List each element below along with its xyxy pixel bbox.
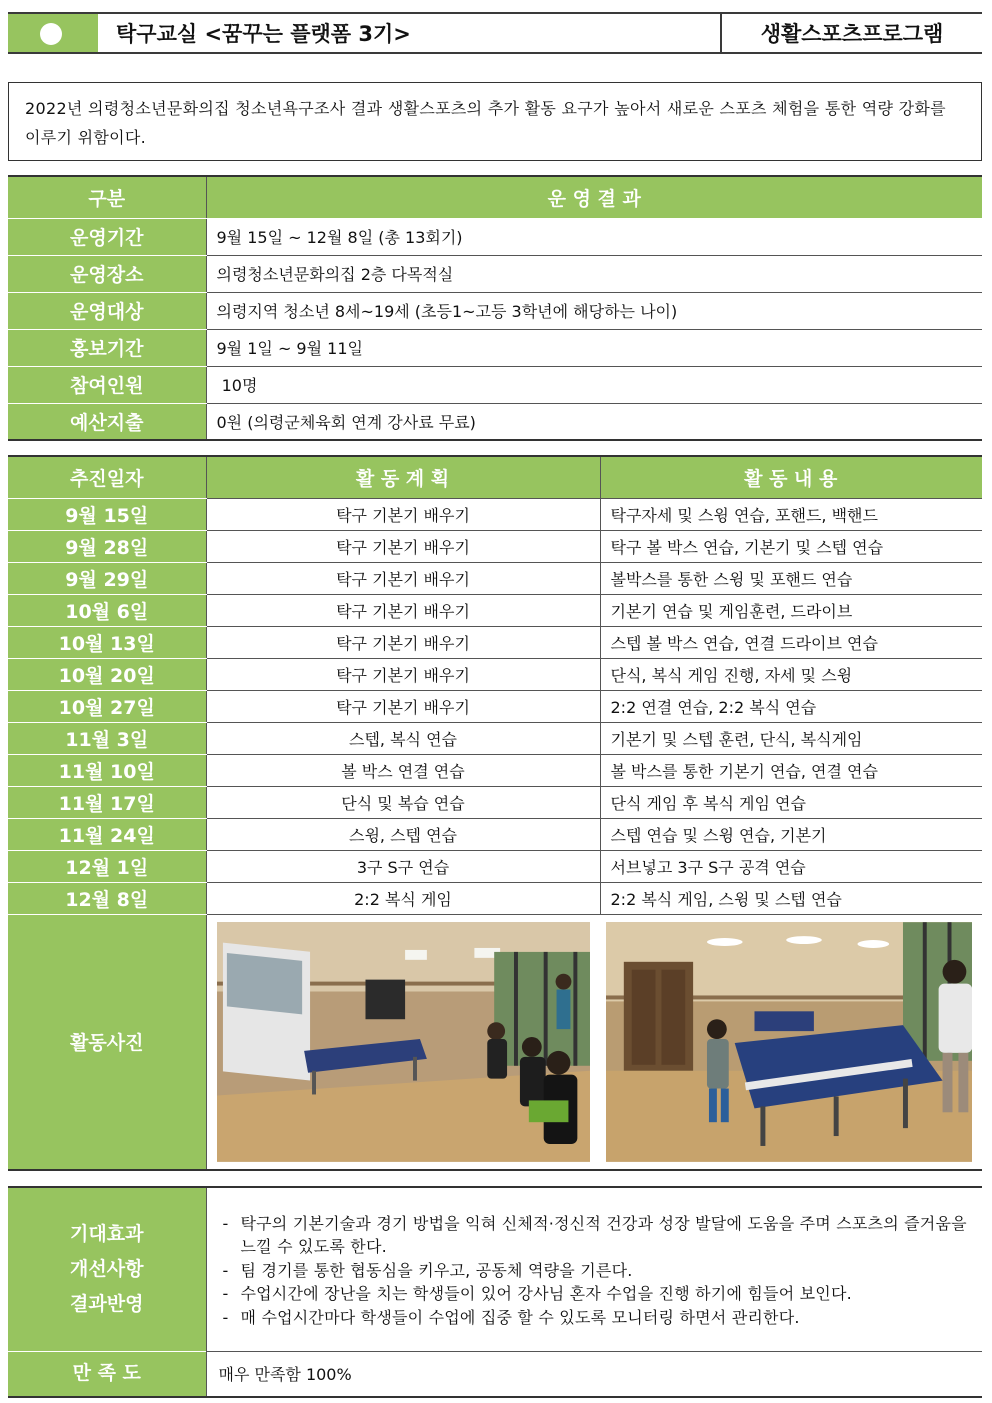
schedule-header-plan: 활 동 계 획 (206, 456, 600, 498)
program-category: 생활스포츠프로그램 (720, 14, 982, 52)
purpose-box: 2022년 의령청소년문화의집 청소년욕구조사 결과 생활스포츠의 추가 활동 요구가 높아서 새로운 스포츠 체험을 통한 역량 강화를 이루기 위함이다. (8, 82, 982, 161)
schedule-content: 스텝 연습 및 스윙 연습, 기본기 (600, 818, 982, 850)
list-item: - 매 수업시간마다 학생들이 수업에 집중 할 수 있도록 모니터링 하면서 관리한다. (219, 1306, 973, 1330)
schedule-date: 12월 1일 (8, 850, 206, 882)
schedule-row (8, 786, 982, 818)
schedule-header-date: 추진일자 (8, 456, 206, 498)
schedule-plan: 탁구 기본기 배우기 (206, 626, 600, 658)
overview-label: 홍보기간 (8, 329, 206, 366)
overview-label: 예산지출 (8, 403, 206, 440)
results-list (219, 1212, 973, 1330)
photo-label: 활동사진 (8, 914, 206, 1170)
list-item: - 팀 경기를 통한 협동심을 키우고, 공동체 역량을 기른다. (219, 1259, 973, 1283)
overview-row (8, 255, 982, 292)
schedule-content: 탁구 볼 박스 연습, 기본기 및 스텝 연습 (600, 530, 982, 562)
schedule-plan: 볼 박스 연결 연습 (206, 754, 600, 786)
overview-header-row (8, 176, 982, 218)
schedule-row (8, 850, 982, 882)
schedule-content: 탁구자세 및 스윙 연습, 포핸드, 백핸드 (600, 498, 982, 530)
schedule-content: 2:2 연결 연습, 2:2 복식 연습 (600, 690, 982, 722)
schedule-plan: 탁구 기본기 배우기 (206, 690, 600, 722)
schedule-row (8, 626, 982, 658)
overview-value: 10명 (206, 366, 982, 403)
results-list-cell (206, 1187, 982, 1351)
results-label-line: 개선사항 (70, 1257, 144, 1280)
schedule-row (8, 690, 982, 722)
schedule-date: 10월 27일 (8, 690, 206, 722)
photos-cell (206, 914, 982, 1170)
schedule-content: 볼 박스를 통한 기본기 연습, 연결 연습 (600, 754, 982, 786)
schedule-plan: 탁구 기본기 배우기 (206, 658, 600, 690)
schedule-date: 10월 20일 (8, 658, 206, 690)
schedule-content: 스텝 볼 박스 연습, 연결 드라이브 연습 (600, 626, 982, 658)
schedule-date: 11월 24일 (8, 818, 206, 850)
results-table (8, 1186, 982, 1398)
overview-row (8, 403, 982, 440)
overview-value: 9월 15일 ~ 12월 8일 (총 13회기) (206, 218, 982, 255)
results-label-line: 기대효과 (70, 1222, 144, 1245)
satisfaction-value: 매우 만족함 100% (218, 1365, 352, 1385)
schedule-content: 단식, 복식 게임 진행, 자세 및 스윙 (600, 658, 982, 690)
overview-label: 참여인원 (8, 366, 206, 403)
schedule-plan: 2:2 복식 게임 (206, 882, 600, 914)
schedule-header-content: 활 동 내 용 (600, 456, 982, 498)
schedule-row (8, 754, 982, 786)
schedule-content: 기본기 연습 및 게임훈련, 드라이브 (600, 594, 982, 626)
schedule-row (8, 594, 982, 626)
circle-icon (40, 23, 62, 45)
page-title: 탁구교실 <꿈꾸는 플랫폼 3기> (92, 14, 720, 52)
activity-photo-2 (606, 921, 972, 1163)
overview-header-label: 구분 (8, 176, 206, 218)
schedule-date: 11월 17일 (8, 786, 206, 818)
activity-photo-1 (217, 921, 590, 1163)
schedule-plan: 단식 및 복습 연습 (206, 786, 600, 818)
overview-label: 운영장소 (8, 255, 206, 292)
schedule-content: 단식 게임 후 복식 게임 연습 (600, 786, 982, 818)
schedule-plan: 탁구 기본기 배우기 (206, 530, 600, 562)
schedule-header-row (8, 456, 982, 498)
results-label (8, 1187, 206, 1351)
overview-label: 운영대상 (8, 292, 206, 329)
schedule-row (8, 882, 982, 914)
overview-row (8, 329, 982, 366)
overview-value: 9월 1일 ~ 9월 11일 (206, 329, 982, 366)
overview-row (8, 292, 982, 329)
schedule-row (8, 562, 982, 594)
schedule-content: 서브넣고 3구 S구 공격 연습 (600, 850, 982, 882)
overview-table (8, 175, 982, 441)
schedule-content: 기본기 및 스텝 훈련, 단식, 복식게임 (600, 722, 982, 754)
schedule-date: 9월 15일 (8, 498, 206, 530)
schedule-plan: 탁구 기본기 배우기 (206, 562, 600, 594)
title-marker (8, 14, 92, 52)
schedule-row (8, 530, 982, 562)
list-item: - 탁구의 기본기술과 경기 방법을 익혀 신체적·정신적 건강과 성장 발달에 도움을 주며 스포츠의 즐거움을 느낄 수 있도록 한다. (219, 1212, 973, 1259)
schedule-row (8, 818, 982, 850)
results-label-line: 결과반영 (70, 1292, 144, 1315)
schedule-row (8, 658, 982, 690)
results-row (8, 1187, 982, 1351)
schedule-content: 2:2 복식 게임, 스윙 및 스텝 연습 (600, 882, 982, 914)
schedule-date: 11월 10일 (8, 754, 206, 786)
schedule-table (8, 455, 982, 1171)
overview-value: 의령지역 청소년 8세~19세 (초등1~고등 3학년에 해당하는 나이) (206, 292, 982, 329)
list-item: - 수업시간에 장난을 치는 학생들이 있어 강사님 혼자 수업을 진행 하기에 힘들어 보인다. (219, 1282, 973, 1306)
schedule-row (8, 498, 982, 530)
schedule-plan: 스텝, 복식 연습 (206, 722, 600, 754)
schedule-date: 12월 8일 (8, 882, 206, 914)
schedule-plan: 탁구 기본기 배우기 (206, 498, 600, 530)
satisfaction-label: 만 족 도 (8, 1351, 206, 1397)
schedule-plan: 스윙, 스텝 연습 (206, 818, 600, 850)
photo-row (8, 914, 982, 1170)
satisfaction-row (8, 1351, 982, 1397)
schedule-plan: 3구 S구 연습 (206, 850, 600, 882)
schedule-date: 10월 6일 (8, 594, 206, 626)
schedule-plan: 탁구 기본기 배우기 (206, 594, 600, 626)
overview-label: 운영기간 (8, 218, 206, 255)
overview-value: 의령청소년문화의집 2층 다목적실 (206, 255, 982, 292)
overview-row (8, 218, 982, 255)
overview-header-value: 운 영 결 과 (206, 176, 982, 218)
schedule-content: 볼박스를 통한 스윙 및 포핸드 연습 (600, 562, 982, 594)
title-bar (8, 12, 982, 54)
overview-row (8, 366, 982, 403)
schedule-row (8, 722, 982, 754)
schedule-date: 9월 28일 (8, 530, 206, 562)
overview-value: 0원 (의령군체육회 연계 강사료 무료) (216, 412, 476, 432)
schedule-date: 9월 29일 (8, 562, 206, 594)
schedule-date: 10월 13일 (8, 626, 206, 658)
schedule-date: 11월 3일 (8, 722, 206, 754)
